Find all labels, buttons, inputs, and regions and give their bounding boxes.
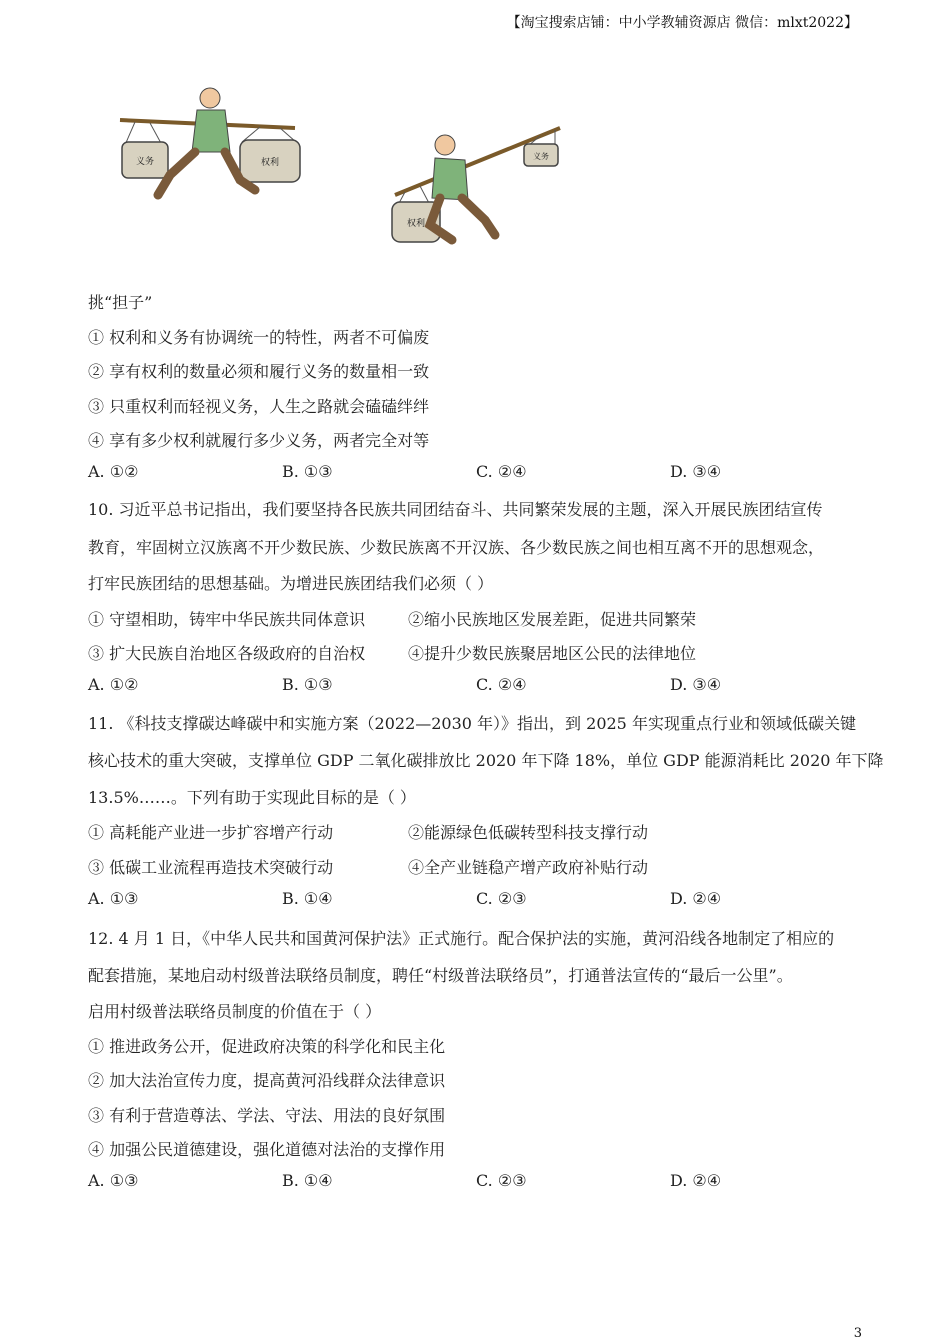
figure-balanced (120, 88, 300, 195)
q12-stem: 12. 4 月 1 日，《中华人民共和国黄河保护法》正式施行。配合保护法的实施，黄河沿线各地制定了相应的 (88, 929, 835, 948)
q10-statement: ① 守望相助，铸牢中华民族共同体意识 (88, 610, 366, 629)
q11-stem: 13.5%……。下列有助于实现此目标的是（ ） (88, 788, 416, 807)
q11-choice-b: B. ①④ (282, 889, 333, 908)
q9-statement: ④ 享有多少权利就履行多少义务，两者完全对等 (88, 431, 430, 450)
q9-choice-c: C. ②④ (476, 462, 527, 481)
q10-choice-c: C. ②④ (476, 675, 527, 694)
q9-statement: ② 享有权利的数量必须和履行义务的数量相一致 (88, 362, 430, 381)
q9-choice-d: D. ③④ (670, 462, 722, 481)
q9-caption: 挑“担子” (88, 293, 153, 312)
basket-label: 义务 (533, 152, 549, 161)
q12-statement: ④ 加强公民道德建设，强化道德对法治的支撑作用 (88, 1140, 446, 1159)
q12-stem: 配套措施，某地启动村级普法联络员制度，聘任“村级普法联络员”，打通普法宣传的“最后一公里”。 (88, 966, 793, 985)
q10-stem: 教育，牢固树立汉族离不开少数民族、少数民族离不开汉族、各少数民族之间也相互离不开的思想观念， (88, 538, 825, 557)
q12-choice-c: C. ②③ (476, 1171, 527, 1190)
q12-statement: ③ 有利于营造尊法、学法、守法、用法的良好氛围 (88, 1106, 446, 1125)
q10-choice-d: D. ③④ (670, 675, 722, 694)
q11-statement: ②能源绿色低碳转型科技支撑行动 (408, 823, 649, 842)
basket-label: 权利 (260, 158, 280, 168)
figure-unbalanced (392, 128, 560, 242)
q10-statement: ④提升少数民族聚居地区公民的法律地位 (408, 644, 697, 663)
q11-choice-c: C. ②③ (476, 889, 527, 908)
q9-choice-a: A. ①② (88, 462, 139, 481)
q11-statement: ④全产业链稳产增产政府补贴行动 (408, 858, 649, 877)
q12-choice-d: D. ②④ (670, 1171, 722, 1190)
basket-label: 权利 (406, 219, 426, 229)
q11-statement: ① 高耗能产业进一步扩容增产行动 (88, 823, 334, 842)
q10-choice-b: B. ①③ (282, 675, 333, 694)
q11-stem: 核心技术的重大突破，支撑单位 GDP 二氧化碳排放比 2020 年下降 18%，单位 GDP 能源消耗比 2020 年下降 (88, 751, 884, 770)
q10-statement: ②缩小民族地区发展差距，促进共同繁荣 (408, 610, 697, 629)
q10-stem: 打牢民族团结的思想基础。为增进民族团结我们必须（ ） (88, 574, 494, 593)
q12-stem: 启用村级普法联络员制度的价值在于（ ） (88, 1002, 382, 1021)
illustration (100, 80, 580, 255)
q11-statement: ③ 低碳工业流程再造技术突破行动 (88, 858, 334, 877)
q12-choice-b: B. ①④ (282, 1171, 333, 1190)
q10-statement: ③ 扩大民族自治地区各级政府的自治权 (88, 644, 366, 663)
q11-choice-a: A. ①③ (88, 889, 139, 908)
q11-choice-d: D. ②④ (670, 889, 722, 908)
q9-statement: ③ 只重权利而轻视义务，人生之路就会磕磕绊绊 (88, 397, 430, 416)
q10-choice-a: A. ①② (88, 675, 139, 694)
q9-choice-b: B. ①③ (282, 462, 333, 481)
q12-statement: ① 推进政务公开，促进政府决策的科学化和民主化 (88, 1037, 446, 1056)
q10-stem: 10. 习近平总书记指出，我们要坚持各民族共同团结奋斗、共同繁荣发展的主题，深入开展民族团结宣传 (88, 500, 823, 519)
q12-statement: ② 加大法治宣传力度，提高黄河沿线群众法律意识 (88, 1071, 446, 1090)
q11-stem: 11. 《科技支撑碳达峰碳中和实施方案（2022—2030 年）》指出，到 2025 年实现重点行业和领域低碳关键 (88, 714, 856, 733)
page-header: 【淘宝搜索店铺：中小学教辅资源店 微信：mlxt2022】 (506, 15, 858, 31)
q12-choice-a: A. ①③ (88, 1171, 139, 1190)
basket-label: 义务 (135, 157, 155, 167)
page-number: 3 (853, 1326, 862, 1341)
q9-statement: ① 权利和义务有协调统一的特性，两者不可偏废 (88, 328, 430, 347)
